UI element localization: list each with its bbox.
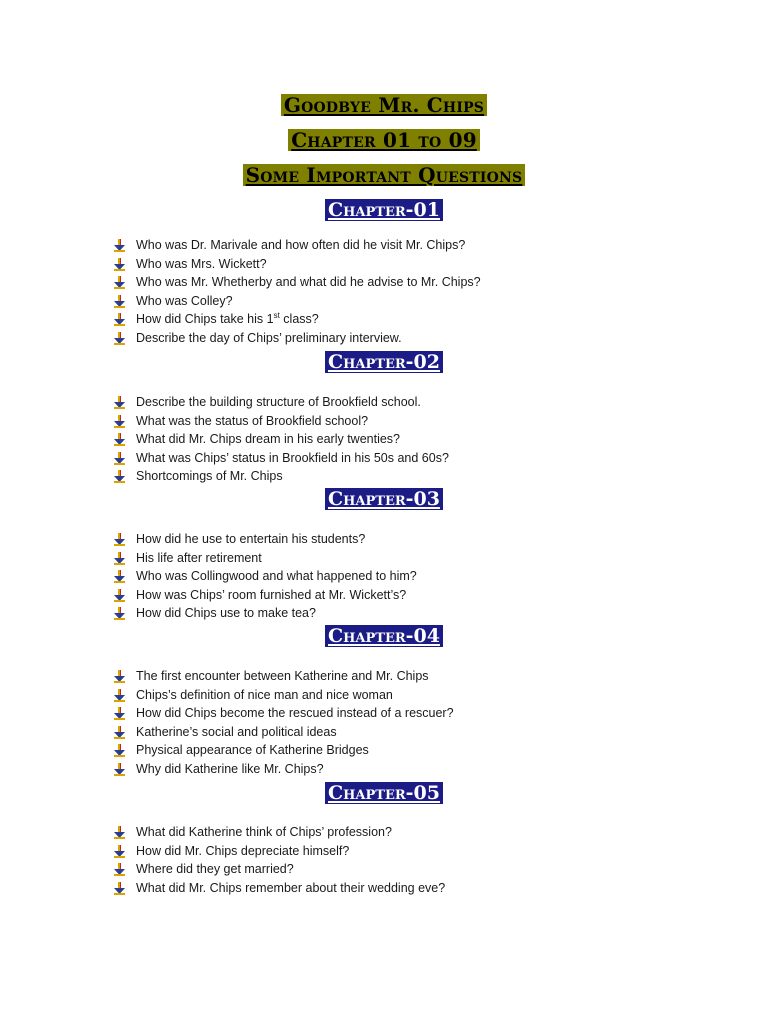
chapter-heading-label: Chapter-01 [325,199,443,221]
list-item [113,586,417,605]
question-list-chapter-01 [113,236,481,348]
down-arrow-bullet-icon [113,239,126,252]
question-list-chapter-03 [113,530,417,623]
down-arrow-bullet-icon [113,258,126,271]
down-arrow-bullet-icon [113,607,126,620]
chapter-heading-05 [0,782,768,804]
list-item [113,292,481,311]
question-text: What did Mr. Chips remember about their wedding eve? [136,880,446,895]
question-text: How was Chips’ room furnished at Mr. Wickett’s? [136,587,407,602]
down-arrow-bullet-icon [113,726,126,739]
down-arrow-bullet-icon [113,882,126,895]
down-arrow-bullet-icon [113,415,126,428]
question-text: Shortcomings of Mr. Chips [136,469,283,484]
document-subtitle: Chapter 01 to 09 [288,129,480,151]
list-item [113,842,445,861]
question-text: His life after retirement [136,550,262,565]
list-item [113,412,449,431]
down-arrow-bullet-icon [113,845,126,858]
question-text: How did Chips use to make tea? [136,606,316,621]
chapter-heading-04 [0,625,768,647]
question-text: What did Katherine think of Chips’ profession? [136,825,392,839]
down-arrow-bullet-icon [113,313,126,326]
down-arrow-bullet-icon [113,826,126,839]
question-text: Describe the building structure of Brookfield school. [136,395,421,409]
down-arrow-bullet-icon [113,863,126,876]
list-item [113,430,449,449]
down-arrow-bullet-icon [113,763,126,776]
list-item [113,393,449,412]
question-text: How did Chips become the rescued instead of a rescuer? [136,706,454,721]
down-arrow-bullet-icon [113,552,126,565]
question-text: Who was Colley? [136,293,233,308]
question-text: Describe the day of Chips’ preliminary interview. [136,330,402,345]
question-text: Who was Dr. Marivale and how often did he visit Mr. Chips? [136,238,466,252]
question-text: Where did they get married? [136,862,294,877]
question-text: Who was Collingwood and what happened to him? [136,569,417,584]
list-item [113,667,454,686]
down-arrow-bullet-icon [113,452,126,465]
down-arrow-bullet-icon [113,570,126,583]
list-item [113,236,481,255]
down-arrow-bullet-icon [113,533,126,546]
list-item [113,879,445,898]
list-item [113,823,445,842]
question-text: Who was Mr. Whetherby and what did he advise to Mr. Chips? [136,275,481,290]
chapter-heading-03 [0,488,768,510]
list-item [113,329,481,348]
down-arrow-bullet-icon [113,470,126,483]
question-text: What was the status of Brookfield school? [136,413,369,428]
down-arrow-bullet-icon [113,670,126,683]
question-text: How did he use to entertain his students? [136,532,366,546]
down-arrow-bullet-icon [113,276,126,289]
list-item [113,530,417,549]
title-line-2 [0,129,768,152]
list-item [113,686,454,705]
list-item [113,604,417,623]
list-item [113,467,449,486]
list-item [113,760,454,779]
question-list-chapter-04 [113,667,454,779]
question-text: The first encounter between Katherine and Mr. Chips [136,669,429,683]
question-text: Who was Mrs. Wickett? [136,256,267,271]
list-item [113,549,417,568]
down-arrow-bullet-icon [113,396,126,409]
list-item [113,255,481,274]
document-section-title: Some Important Questions [243,164,526,186]
down-arrow-bullet-icon [113,433,126,446]
list-item [113,310,481,329]
list-item [113,741,454,760]
document-title: Goodbye Mr. Chips [281,94,487,116]
question-list-chapter-05 [113,823,445,897]
list-item [113,723,454,742]
question-text: How did Chips take his 1 [136,312,274,327]
question-text: Chips’s definition of nice man and nice woman [136,687,393,702]
question-text-tail: class? [279,312,319,327]
down-arrow-bullet-icon [113,744,126,757]
title-line-1 [0,94,768,117]
ordinal-suffix: st [273,311,280,321]
list-item [113,449,449,468]
down-arrow-bullet-icon [113,589,126,602]
list-item [113,273,481,292]
question-text: Katherine’s social and political ideas [136,724,337,739]
down-arrow-bullet-icon [113,332,126,345]
question-list-chapter-02 [113,393,449,486]
list-item [113,704,454,723]
chapter-heading-01 [0,199,768,221]
chapter-heading-label: Chapter-05 [325,782,443,804]
title-line-3 [0,164,768,187]
question-text: What did Mr. Chips dream in his early twenties? [136,432,400,447]
question-text: How did Mr. Chips depreciate himself? [136,843,350,858]
question-text: Why did Katherine like Mr. Chips? [136,761,324,776]
down-arrow-bullet-icon [113,707,126,720]
chapter-heading-label: Chapter-03 [325,488,443,510]
chapter-heading-label: Chapter-04 [325,625,443,647]
chapter-heading-02 [0,351,768,373]
question-text: What was Chips’ status in Brookfield in his 50s and 60s? [136,450,449,465]
chapter-heading-label: Chapter-02 [325,351,443,373]
down-arrow-bullet-icon [113,295,126,308]
list-item [113,567,417,586]
down-arrow-bullet-icon [113,689,126,702]
list-item [113,860,445,879]
question-text: Physical appearance of Katherine Bridges [136,743,369,758]
